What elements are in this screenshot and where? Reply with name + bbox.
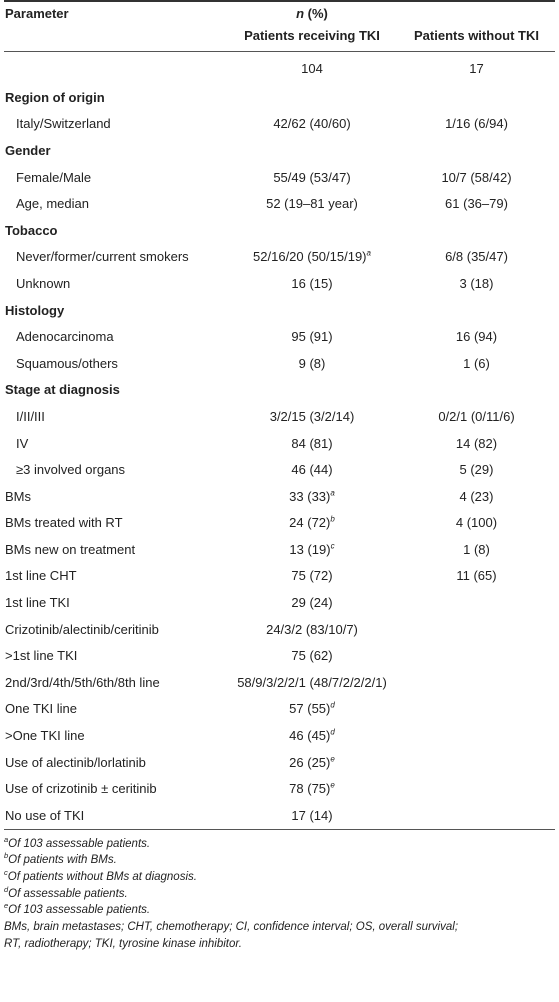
cell-no-tki: 3 (18) xyxy=(459,275,494,291)
cell-no-tki xyxy=(398,749,555,776)
table-row xyxy=(4,323,555,350)
cell-tki-value: 29 (24) xyxy=(291,595,333,611)
cell-tki xyxy=(226,137,398,164)
cell-no-tki: 16 (94) xyxy=(455,329,498,345)
footnote-marker: e xyxy=(330,780,335,790)
footnote-mark: b xyxy=(4,851,9,861)
cell-tki-value: 3/2/15 (3/2/14) xyxy=(269,408,355,424)
cell-tki-value: 26 (25) xyxy=(289,754,331,770)
header-row-1 xyxy=(4,2,555,24)
cell-tki xyxy=(226,217,398,244)
cell-tki xyxy=(226,84,398,111)
n-percent-header xyxy=(226,2,398,24)
cell-tki xyxy=(226,483,398,510)
row-label: ≥3 involved organs xyxy=(16,462,126,478)
footnote xyxy=(4,902,555,919)
cell-no-tki xyxy=(398,589,555,616)
cell-no-tki xyxy=(398,616,555,643)
row-label: >One TKI line xyxy=(5,728,85,744)
cell-no-tki: 1 (6) xyxy=(463,355,490,371)
table-row xyxy=(4,164,555,191)
footnote-mark: c xyxy=(4,868,8,878)
cell-tki xyxy=(226,775,398,802)
cell-no-tki: 6/8 (35/47) xyxy=(445,249,508,265)
cell-tki xyxy=(226,510,398,537)
cell-tki xyxy=(226,350,398,377)
cell-no-tki: 14 (82) xyxy=(455,435,498,451)
footnote-text: Of patients with BMs. xyxy=(8,854,117,867)
cell-tki-value: 46 (44) xyxy=(291,462,333,478)
table-row xyxy=(4,722,555,749)
cell-tki-value: 52/16/20 (50/15/19) xyxy=(253,249,367,265)
cell-tki-value: 16 (15) xyxy=(291,275,333,291)
footnote-marker: b xyxy=(330,514,335,524)
cell-tki xyxy=(226,164,398,191)
table-row xyxy=(4,616,555,643)
footnote-text: Of assessable patients. xyxy=(8,887,128,900)
cell-tki xyxy=(226,244,398,271)
footnote-text: Of patients without BMs at diagnosis. xyxy=(7,871,197,884)
cell-no-tki xyxy=(398,642,555,669)
cell-tki xyxy=(226,190,398,217)
footnote-marker: e xyxy=(330,754,335,764)
table-row xyxy=(4,563,555,590)
footnote-marker: a xyxy=(366,249,371,259)
row-label: Crizotinib/alectinib/ceritinib xyxy=(5,621,159,637)
section-row xyxy=(4,217,555,244)
total-no-tki: 17 xyxy=(469,60,484,76)
table-row xyxy=(4,350,555,377)
cell-tki xyxy=(226,536,398,563)
percent-label: (%) xyxy=(304,5,328,21)
cell-no-tki xyxy=(398,297,555,324)
cell-no-tki xyxy=(398,802,555,829)
cell-no-tki: 4 (100) xyxy=(455,515,498,531)
footnote-marker: c xyxy=(330,541,335,551)
table-footnotes xyxy=(4,836,555,953)
abbreviations-line: BMs, brain metastases; CHT, chemotherapy; CI, confidence interval; OS, overall survival; xyxy=(4,921,459,934)
row-label: 1st line CHT xyxy=(5,568,77,584)
footnote xyxy=(4,886,555,903)
row-label: >1st line TKI xyxy=(5,648,78,664)
section-row xyxy=(4,84,555,111)
row-label: Use of alectinib/lorlatinib xyxy=(5,754,146,770)
table-row xyxy=(4,775,555,802)
footnote xyxy=(4,852,555,869)
section-row xyxy=(4,297,555,324)
cell-tki xyxy=(226,669,398,696)
cell-tki xyxy=(226,696,398,723)
cell-tki-value: 78 (75) xyxy=(289,781,331,797)
cell-no-tki xyxy=(398,137,555,164)
row-label: Unknown xyxy=(16,275,71,291)
row-label: 1st line TKI xyxy=(5,595,70,611)
table-row xyxy=(4,430,555,457)
table-row xyxy=(4,111,555,138)
cell-tki-value: 42/62 (40/60) xyxy=(273,116,351,132)
section-label: Stage at diagnosis xyxy=(5,382,120,398)
section-row xyxy=(4,377,555,404)
cell-tki-value: 84 (81) xyxy=(291,435,333,451)
cell-no-tki: 61 (36–79) xyxy=(445,196,508,212)
cell-tki xyxy=(226,749,398,776)
table-row xyxy=(4,696,555,723)
section-label: Histology xyxy=(5,302,65,318)
footnote-mark: e xyxy=(4,901,9,911)
cell-no-tki xyxy=(398,84,555,111)
table-row xyxy=(4,642,555,669)
totals-row xyxy=(4,52,555,84)
row-label: BMs treated with RT xyxy=(5,515,123,531)
row-label: No use of TKI xyxy=(5,807,85,823)
total-tki: 104 xyxy=(301,60,323,76)
cell-tki xyxy=(226,403,398,430)
table-row xyxy=(4,536,555,563)
footnote-marker: d xyxy=(330,727,335,737)
cell-tki-value: 33 (33) xyxy=(289,488,331,504)
cell-tki xyxy=(226,270,398,297)
row-label: 2nd/3rd/4th/5th/6th/8th line xyxy=(5,674,160,690)
footnote xyxy=(4,836,555,853)
footnote-text: Of 103 assessable patients. xyxy=(8,904,151,917)
cell-tki xyxy=(226,589,398,616)
cell-tki xyxy=(226,616,398,643)
table-row xyxy=(4,270,555,297)
patient-characteristics-table xyxy=(4,2,555,46)
table-body xyxy=(4,52,555,829)
cell-tki-value: 24 (72) xyxy=(289,515,331,531)
cell-tki-value: 17 (14) xyxy=(291,807,333,823)
row-label: One TKI line xyxy=(5,701,78,717)
footnote-mark: a xyxy=(4,834,9,844)
col-header-tki: Patients receiving TKI xyxy=(244,27,380,43)
cell-tki xyxy=(226,642,398,669)
cell-tki-value: 52 (19–81 year) xyxy=(266,196,358,212)
cell-no-tki: 1/16 (6/94) xyxy=(445,116,508,132)
cell-tki-value: 13 (19) xyxy=(289,541,331,557)
cell-no-tki xyxy=(398,217,555,244)
cell-tki-value: 95 (91) xyxy=(291,329,333,345)
footnote-marker: a xyxy=(330,488,335,498)
header-row-2 xyxy=(4,24,555,46)
table-row xyxy=(4,589,555,616)
cell-tki-value: 58/9/3/2/2/1 (48/7/2/2/2/1) xyxy=(237,674,387,690)
table-row xyxy=(4,403,555,430)
cell-tki xyxy=(226,297,398,324)
table-row xyxy=(4,244,555,271)
section-label: Region of origin xyxy=(5,89,105,105)
cell-no-tki: 11 (65) xyxy=(456,568,497,584)
cell-tki xyxy=(226,722,398,749)
row-label: Italy/Switzerland xyxy=(16,116,111,132)
cell-tki xyxy=(226,802,398,829)
cell-tki xyxy=(226,456,398,483)
row-label: BMs xyxy=(5,488,31,504)
cell-tki xyxy=(226,111,398,138)
row-label: Age, median xyxy=(16,196,89,212)
table-row xyxy=(4,510,555,537)
cell-no-tki xyxy=(398,669,555,696)
row-label: Adenocarcinoma xyxy=(16,329,114,345)
table-row xyxy=(4,749,555,776)
table-row xyxy=(4,802,555,829)
cell-no-tki xyxy=(398,775,555,802)
cell-tki xyxy=(226,323,398,350)
footnote-mark: d xyxy=(4,884,9,894)
cell-tki-value: 55/49 (53/47) xyxy=(273,169,351,185)
row-label: Female/Male xyxy=(16,169,92,185)
cell-no-tki: 4 (23) xyxy=(459,488,494,504)
abbreviations-line: RT, radiotherapy; TKI, tyrosine kinase inhibitor. xyxy=(4,937,242,950)
table-row xyxy=(4,190,555,217)
cell-tki-value: 57 (55) xyxy=(289,701,331,717)
col-header-no-tki: Patients without TKI xyxy=(414,27,539,43)
row-label: I/II/III xyxy=(16,408,45,424)
cell-tki-value: 46 (45) xyxy=(289,728,331,744)
row-label: IV xyxy=(16,435,29,451)
section-label: Gender xyxy=(5,142,51,158)
cell-no-tki xyxy=(398,696,555,723)
cell-tki xyxy=(226,377,398,404)
cell-no-tki: 0/2/1 (0/11/6) xyxy=(438,408,515,424)
section-label: Tobacco xyxy=(5,222,58,238)
cell-tki-value: 24/3/2 (83/10/7) xyxy=(266,621,358,637)
cell-tki xyxy=(226,430,398,457)
footnote xyxy=(4,869,555,886)
cell-no-tki: 5 (29) xyxy=(459,462,494,478)
parameter-header: Parameter xyxy=(5,5,69,21)
cell-no-tki xyxy=(398,377,555,404)
row-label: Use of crizotinib ± ceritinib xyxy=(5,781,157,797)
row-label: BMs new on treatment xyxy=(5,541,136,557)
row-label: Squamous/others xyxy=(16,355,118,371)
footnote-marker: d xyxy=(330,701,335,711)
cell-tki-value: 75 (72) xyxy=(291,568,333,584)
cell-no-tki: 1 (8) xyxy=(463,541,490,557)
cell-no-tki xyxy=(398,722,555,749)
cell-tki-value: 9 (8) xyxy=(298,355,326,371)
cell-tki-value: 75 (62) xyxy=(291,648,333,664)
table-row xyxy=(4,669,555,696)
n-symbol: n xyxy=(296,5,305,21)
cell-no-tki: 10/7 (58/42) xyxy=(441,169,512,185)
footnote-text: Of 103 assessable patients. xyxy=(8,837,151,850)
row-label: Never/former/current smokers xyxy=(16,249,189,265)
section-row xyxy=(4,137,555,164)
table-row xyxy=(4,483,555,510)
table-bottom-rule xyxy=(4,829,555,830)
cell-tki xyxy=(226,563,398,590)
table-row xyxy=(4,456,555,483)
